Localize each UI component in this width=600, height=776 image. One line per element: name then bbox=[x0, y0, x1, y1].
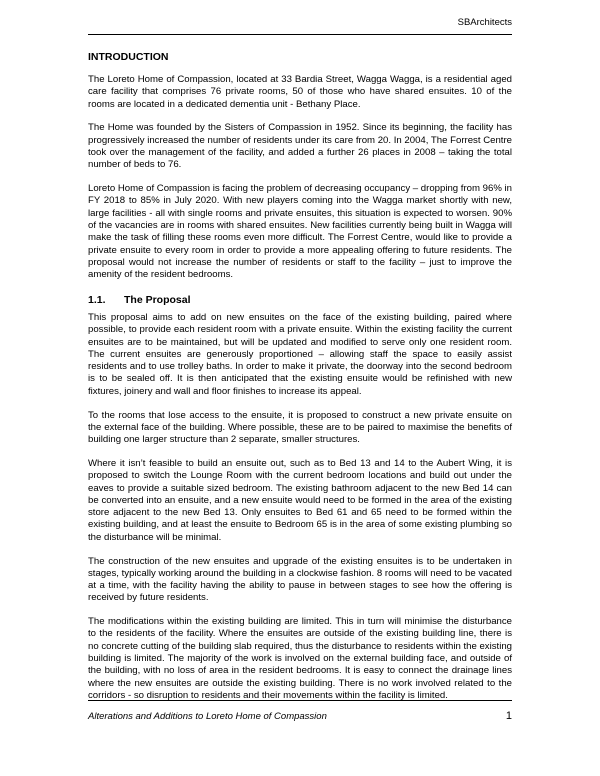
firm-name: SBArchitects bbox=[457, 17, 512, 28]
proposal-paragraph-5: The modifications within the existing building are limited. This in turn will minimise the disturbance to the residents of the facility. Where the ensuites are outside of the existing building line, there is no concrete cutting of the building slab required, thus the disturbance to residents within the existing building is limited. The majority of the work is involved on the external building face, and outside of the building, with no loss of area in the resident bedrooms. It is easy to connect the drainage lines where the new ensuites are outside the existing building. There is no work involved related to the corridors - so disruption to residents and their movements within the facility is limited. bbox=[88, 616, 512, 701]
intro-paragraph-3: Loreto Home of Compassion is facing the problem of decreasing occupancy – dropping from 96% in FY 2018 to 85% in July 2020. With new players coming into the Wagga market shortly with new, large facilities - all with single rooms and private ensuites, this situation is expected to worsen. 90% of the vacancies are in rooms with shared ensuites. New facilities currently being built in Wagga will make the task of filling these rooms even more difficult. The Forrest Centre, would like to provide a private ensuite to every room in order to provide a more appealing offering to future residents. The proposal would not increase the number of residents or staff to the facility – just to improve the amenity of the resident bedrooms. bbox=[88, 183, 512, 281]
proposal-section-title: The Proposal bbox=[124, 293, 191, 306]
proposal-heading bbox=[88, 293, 512, 307]
proposal-paragraph-2: To the rooms that lose access to the ensuite, it is proposed to construct a new private ensuite on the external face of the building. Where possible, these are to be paired to maximise the benefits of building one larger structure than 2 separate, smaller structures. bbox=[88, 409, 512, 446]
proposal-paragraph-1: This proposal aims to add on new ensuites on the face of the existing building, paired where possible, to provide each resident room with a private ensuite. Within the existing facility the current ensuites are to be maintained, but will be updated and modified to serve only one resident room. The current ensuites are generously proportioned – allowing staff the space to easily assist residents and to use trolley baths. In order to make it private, the doorway into the second bedroom is to be sealed off. It is then anticipated that the existing ensuite would be refinished with new fixtures, joinery and wall and floor finishes to increase its appeal. bbox=[88, 311, 512, 397]
proposal-paragraph-3: Where it isn’t feasible to build an ensuite out, such as to Bed 13 and 14 to the Aubert Wing, it is proposed to switch the Lounge Room with the current bedroom locations and build out under the eaves to provide a suitable sized bedroom. The existing bathroom adjacent to the new Bed 14 can be converted into an ensuite, and a new ensuite would need to be formed in the area of the existing store adjacent to the new Bed 13. Only ensuites to Bed 61 and 65 need to be formed within the existing building, and at least the ensuite to Bedroom 65 is in the area of some existing plumbing so the disturbance will be minimal. bbox=[88, 457, 512, 543]
page-number: 1 bbox=[505, 710, 512, 722]
proposal-section-number: 1.1. bbox=[88, 293, 106, 306]
introduction-heading: INTRODUCTION bbox=[88, 51, 169, 63]
document-body bbox=[88, 50, 512, 714]
page-footer bbox=[88, 700, 512, 725]
footer-document-title: Alterations and Additions to Loreto Home of Compassion bbox=[88, 711, 327, 722]
intro-paragraph-1: The Loreto Home of Compassion, located at 33 Bardia Street, Wagga Wagga, is a residential aged care facility that comprises 76 private rooms, 50 of those who have shared ensuites. 10 of the rooms are located in a dedicated dementia unit - Bethany Place. bbox=[88, 74, 512, 110]
proposal-paragraph-4: The construction of the new ensuites and upgrade of the existing ensuites is to be undertaken in stages, typically working around the building in a clockwise fashion. 8 rooms will need to be vacated at a time, with the facility having the ability to pause in between stages to see how the offering is received by future residents. bbox=[88, 555, 512, 604]
page-header bbox=[88, 14, 512, 35]
intro-paragraph-2: The Home was founded by the Sisters of Compassion in 1952. Since its beginning, the facility has progressively increased the number of residents under its care from 20. In 2004, The Forrest Centre took over the management of the facility, and added a further 26 places in 2008 – taking the total number of beds to 76. bbox=[88, 122, 512, 171]
